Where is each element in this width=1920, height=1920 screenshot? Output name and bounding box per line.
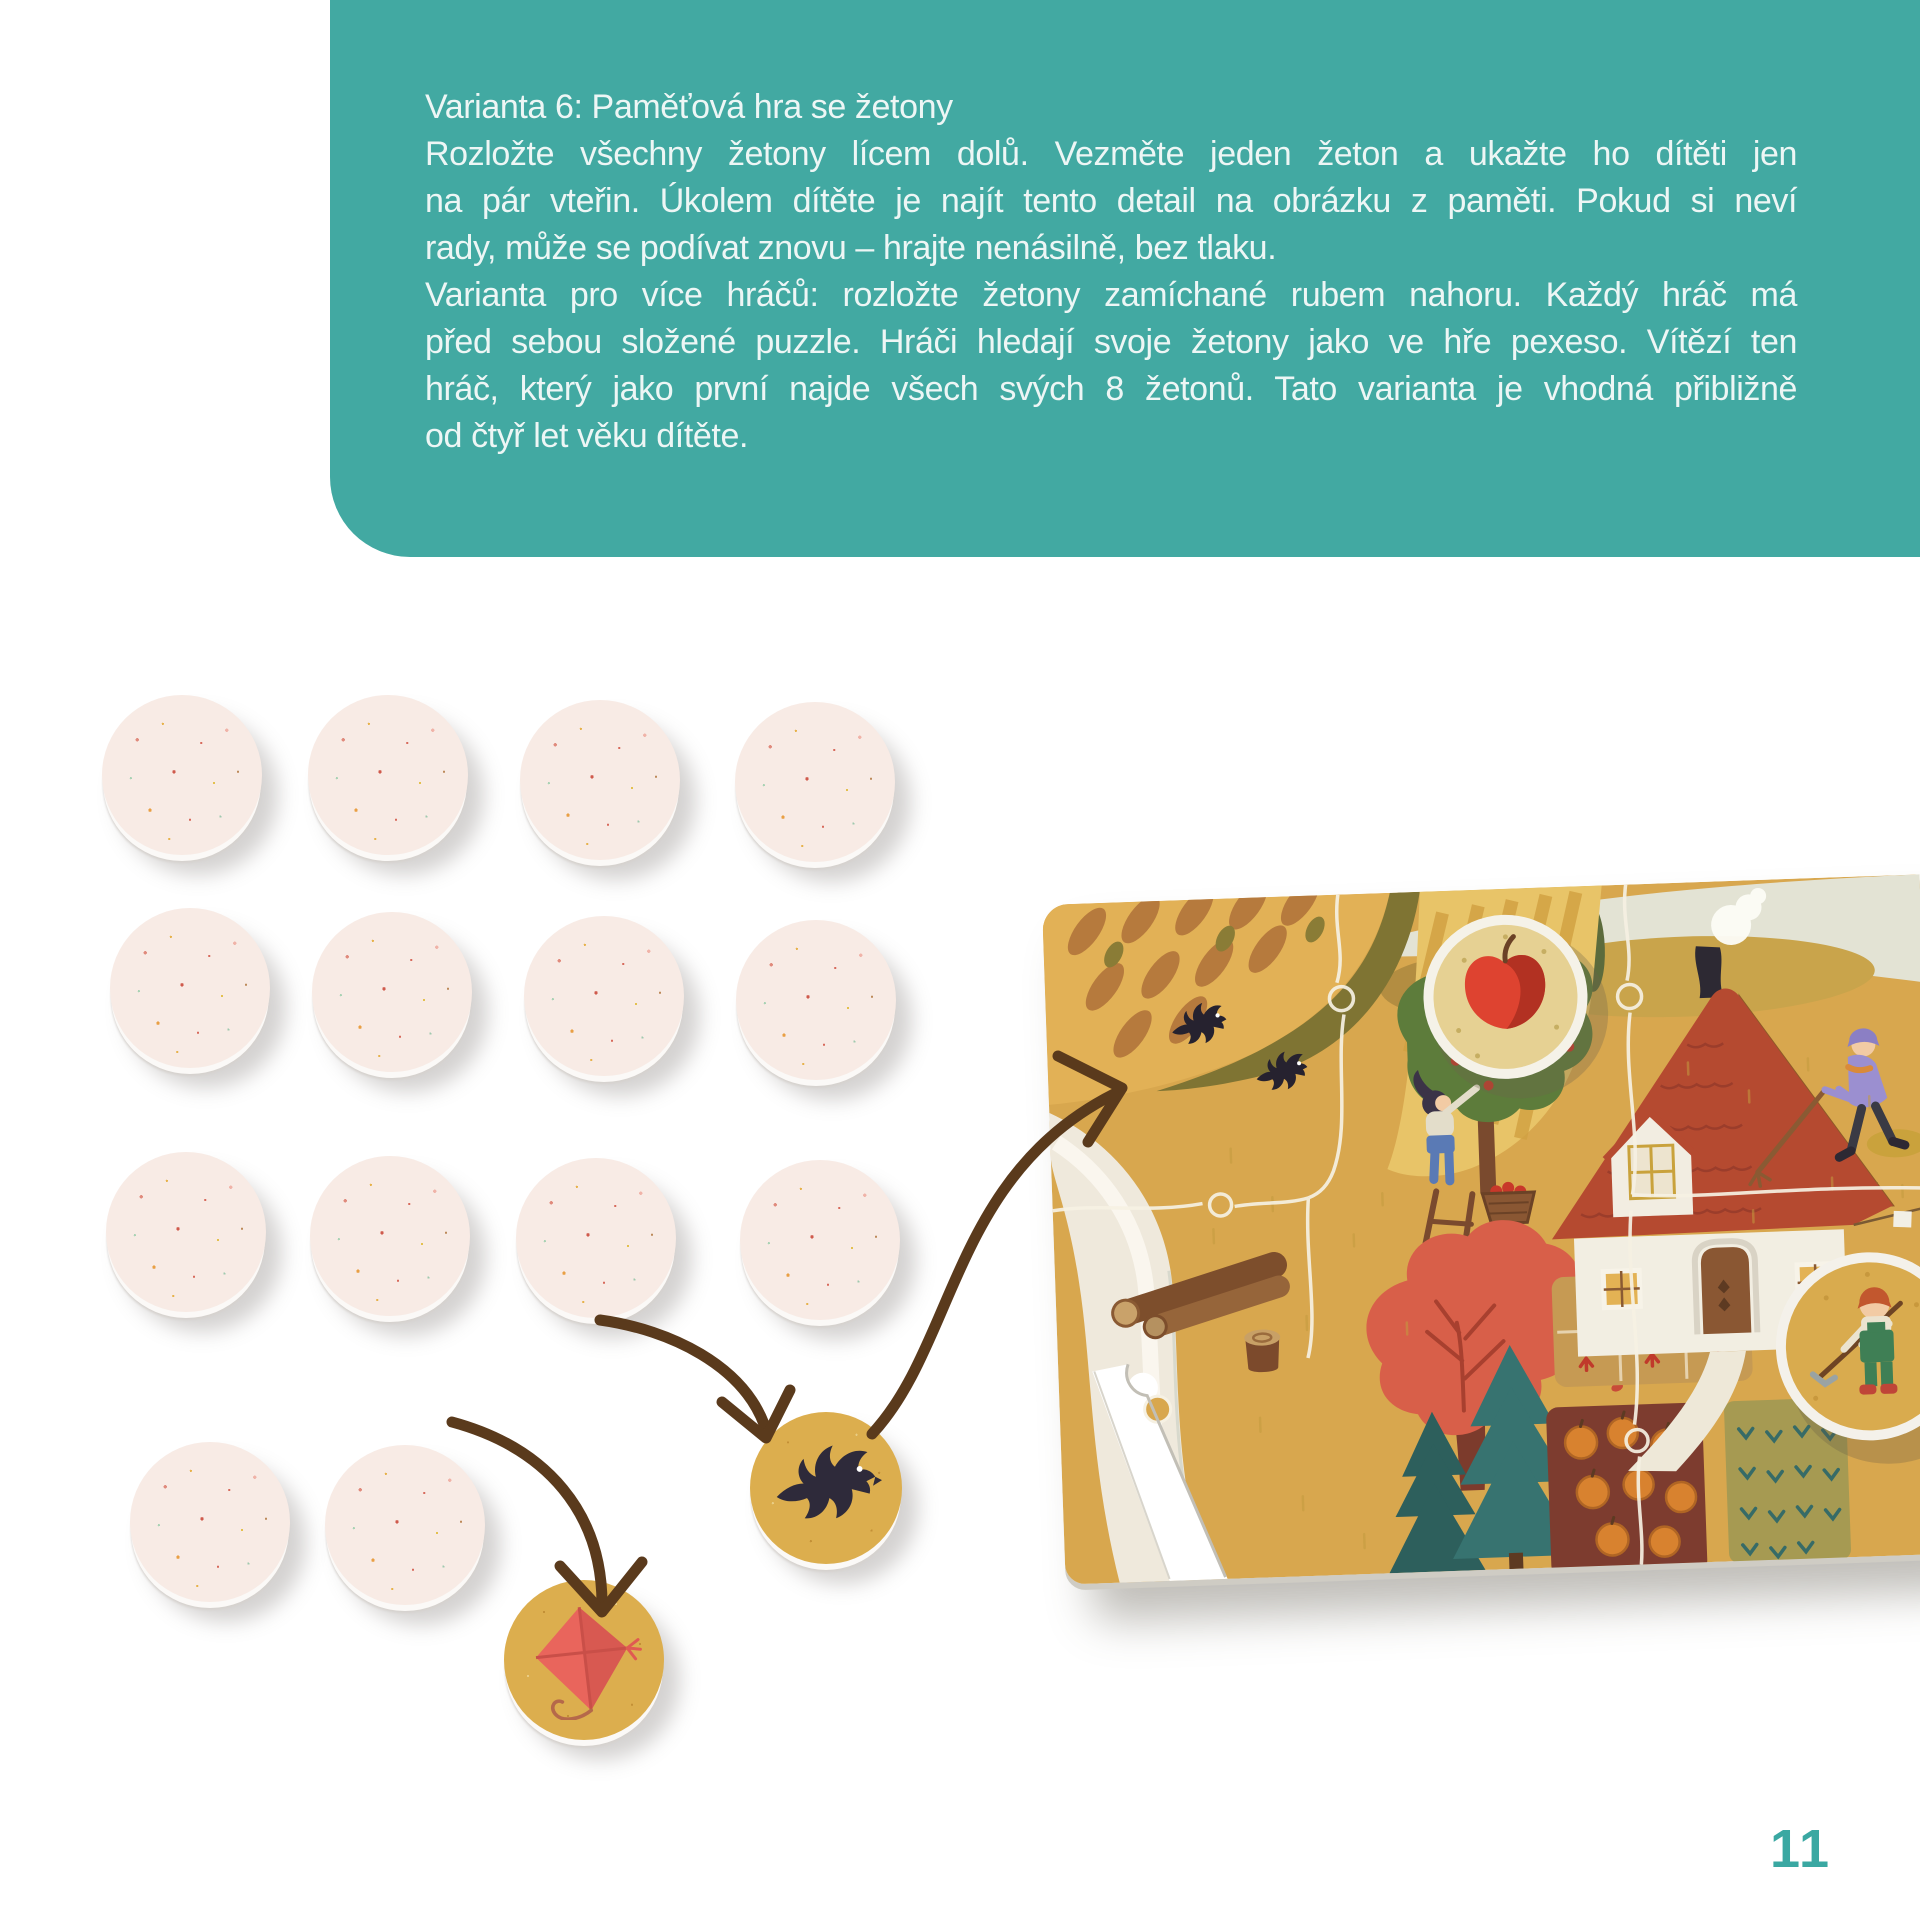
- panel-line-5: Varianta pro více hráčů: rozložte žetony zamíchané rubem nahoru. Každý hráč má: [425, 276, 1797, 314]
- stump-icon: [1244, 1329, 1281, 1373]
- token-face-down: [312, 912, 472, 1072]
- token-face-down: [516, 1158, 676, 1318]
- token-face-down: [130, 1442, 290, 1602]
- kite-token: [504, 1580, 664, 1740]
- token-face-down: [735, 702, 895, 862]
- token-face-down: [740, 1160, 900, 1320]
- arrow-token-to-crow: [600, 1320, 764, 1424]
- token-face-down: [102, 695, 262, 855]
- panel-line-7: hráč, který jako první najde všech svých 8 žetonů. Tato varianta je vhodná přibližně: [425, 370, 1797, 408]
- kite-icon: [524, 1600, 644, 1720]
- token-face-down: [520, 700, 680, 860]
- token-face-down: [736, 920, 896, 1080]
- panel-line-6: před sebou složené puzzle. Hráči hledají svoje žetony jako ve hře pexeso. Vítězí ten: [425, 323, 1797, 361]
- token-face-down: [310, 1156, 470, 1316]
- panel-title: Varianta 6: Paměťová hra se žetony: [425, 88, 953, 126]
- token-face-down: [325, 1445, 485, 1605]
- crow-icon: [770, 1432, 882, 1544]
- instruction-panel: [330, 0, 1920, 557]
- crow-token: [750, 1412, 902, 1564]
- farm-scene: [1042, 874, 1920, 1584]
- panel-line-2: Rozložte všechny žetony lícem dolů. Vezměte jeden žeton a ukažte ho dítěti jen: [425, 135, 1797, 173]
- panel-line-4: rady, může se podívat znovu – hrajte nenásilně, bez tlaku.: [425, 229, 1277, 267]
- token-face-down: [308, 695, 468, 855]
- panel-line-3: na pár vteřin. Úkolem dítěte je najít tento detail na obrázku z paměti. Pokud si neví: [425, 182, 1797, 220]
- panel-line-8: od čtyř let věku dítěte.: [425, 417, 749, 455]
- token-face-down: [106, 1152, 266, 1312]
- instruction-text: [425, 84, 1797, 460]
- token-face-down: [110, 908, 270, 1068]
- token-face-down: [524, 916, 684, 1076]
- page-number: 11: [1770, 1819, 1832, 1879]
- puzzle-illustration: [1042, 874, 1920, 1584]
